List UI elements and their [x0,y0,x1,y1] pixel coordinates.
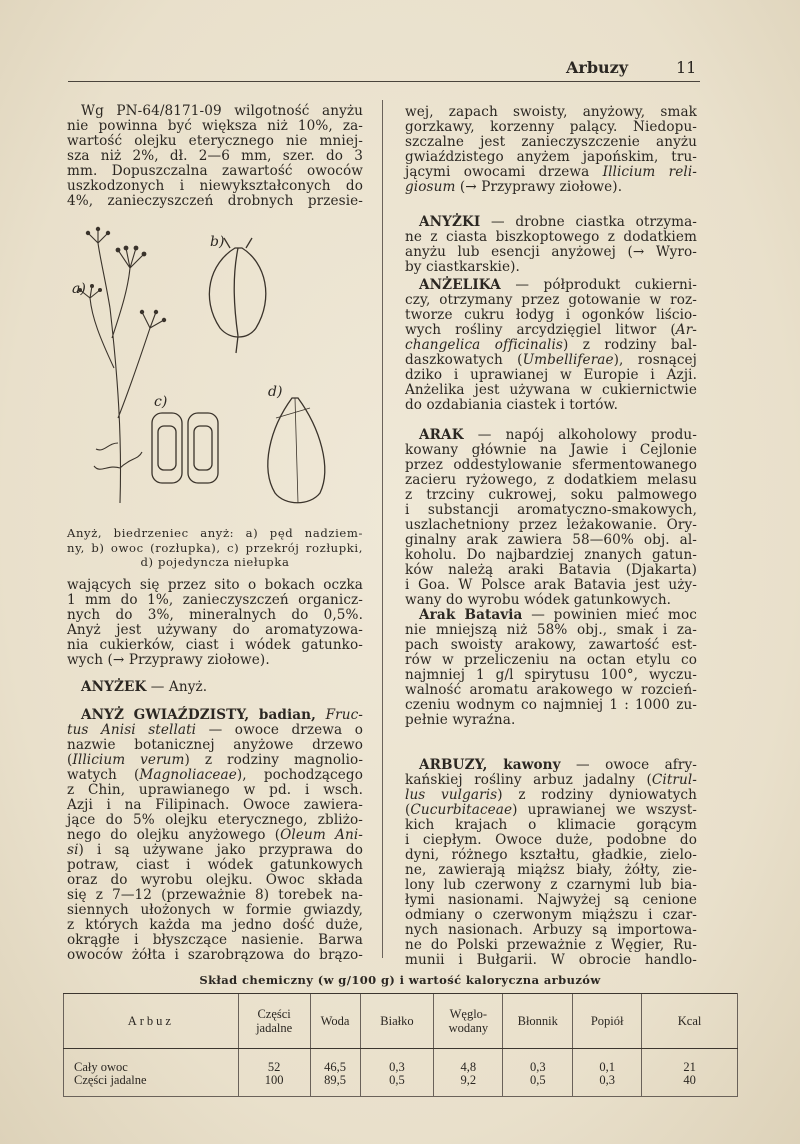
text-run: — drobne ciastka otrzyma- [480,214,697,230]
table-row [64,1049,738,1074]
page-number: 11 [676,58,697,77]
table-cell: 52 [238,1049,310,1074]
column-header: Węglo- wodany [434,994,503,1049]
table-cell: 9,2 [434,1074,503,1097]
column-header: Arbuz [64,994,239,1049]
text-line [405,788,697,803]
figure-label-d: d) [268,384,283,400]
table-body [64,1049,738,1097]
table-cell: 100 [238,1074,310,1097]
text-run: ), rosnącej [613,352,697,368]
text-line: się z 7—12 (przeważnie 8) torebek na- [67,887,363,903]
table-cell: 46,5 [310,1049,360,1074]
text-line: munii i Bułgarii. W obrocie handlo- [405,952,697,968]
text-line: wych (→ Przyprawy ziołowe). [67,652,270,668]
text-line [67,828,363,843]
latin-term: Oleum Ani- [280,827,363,843]
row-label: Części jadalne [64,1074,239,1097]
text-line: ne do Polski przeważnie z Węgier, Ru- [405,937,697,953]
text-run: ) i są używane jako przyprawa do [78,842,363,858]
text-run: ), pochodzącego [236,767,363,783]
figure-caption [67,526,363,570]
text-line: pach swoisty arakowy, zawartość est- [405,637,697,653]
latin-term: Citrul- [651,772,697,788]
composition-table [63,993,738,1097]
latin-term: Cucurbitaceae [410,802,513,818]
text-line: anyżu lub esencji anyżowej (→ Wyro- [405,244,697,260]
figure-label-b: b) [210,234,225,250]
text-run: ) uprawianej we wszyst- [512,802,697,818]
text-run: jącymi owocami drzewa [405,164,603,180]
table-cell: 21 [642,1049,738,1074]
text-line: nia cukierków, ciast i wódek gatunko- [67,637,363,653]
text-line: i Goa. W Polsce arak Batavia jest uży- [405,577,697,593]
text-line [405,353,697,368]
latin-term: Fruc- [325,707,363,723]
text-line: nych do 3%, mineralnych do 0,5%. [67,607,363,623]
text-line: dyni, różnego kształtu, gładkie, zielo- [405,847,697,863]
text-line: sza niż 2%, dł. 2—6 mm, szer. do 3 [67,148,363,164]
text-line: czeniu wodnym co najmniej 1 : 1000 zu- [405,697,697,713]
entry-anzelika [405,278,697,413]
mericarp-drawing [268,398,325,503]
text-line: tworze cukru łodyg i ogonków liścio- [405,307,697,323]
text-line: ne z ciasta biszkoptowego z dodatkiem [405,229,697,245]
text-run: ( [405,802,411,818]
text-line: czy, otrzymany przez gotowanie w roz- [405,292,697,308]
text-line [405,773,697,788]
text-line [405,215,697,230]
latin-term: lus vulgaris [405,787,498,803]
entry-headword: ANYŻKI [419,214,481,230]
table-cell: 0,3 [573,1074,642,1097]
text-line [67,753,363,768]
column-header: Białko [360,994,434,1049]
latin-term: Illicium reli- [602,164,697,180]
text-line [67,708,363,723]
paragraph-anyz-continued [67,578,363,668]
text-line: Anyż jest używany do aromatyzowa- [67,622,363,638]
text-line: potraw, ciast i wódek gatunkowych [67,857,363,873]
text-run: — napój alkoholowy produ- [463,427,697,443]
text-line: uszkodzonych i niewykształconych do [67,178,363,194]
text-run: kańskiej rośliny arbuz jadalny ( [405,772,652,788]
text-line: Azji i na Filipinach. Owoce zawiera- [67,797,363,813]
fruit-schizocarp-drawing [209,238,265,353]
text-line [405,758,697,773]
column-header: Błonnik [503,994,573,1049]
text-run: daszkowatych ( [405,352,523,368]
entry-anyz-gwiazdzisty [67,708,363,963]
latin-term: giosum [405,179,456,195]
header-rule [68,81,700,82]
entry-headword: Arak Batavia [419,607,523,623]
text-line: z trzciny cukrowej, soku palmowego [405,487,697,503]
anise-illustration [70,218,370,508]
text-line: 1 mm do 1%, zanieczyszczeń organicz- [67,592,363,608]
text-line: rów w przeliczeniu na octan etylu co [405,652,697,668]
figure-label-c: c) [154,394,168,410]
text-run: ) z rodziny bal- [562,337,697,353]
column-header: Woda [310,994,360,1049]
text-line: i substancji aromatyczno-smakowych, [405,502,697,518]
text-run: ( [67,752,73,768]
text-run: nego do olejku anyżowego ( [67,827,281,843]
latin-term: Illicium verum [72,752,185,768]
text-line [67,768,363,783]
caption-line: d) pojedyncza niełupka [140,555,290,569]
text-line [405,180,697,195]
entry-arak-batavia [405,608,697,728]
text-line: koholu. Do najbardziej znanych gatun- [405,547,697,563]
table-row [64,1074,738,1097]
text-line: ków należą araki Batavia (Djakarta) [405,562,697,578]
table-cell: 0,5 [360,1074,434,1097]
text-line: Wg PN-64/8171-09 wilgotność anyżu [81,103,363,119]
entry-headword: ARAK [419,427,464,443]
text-line: z których każda ma jedno dość duże, [67,917,363,933]
text-line: łymi nasionami. Najwyżej są cenione [405,892,697,908]
text-run: — powinien mieć moc [522,607,697,623]
text-line: wających się przez sito o bokach oczka [67,577,363,593]
entry-headword: ARBUZY, kawony [419,757,561,773]
text-line: nazwie botanicznej anyżowe drzewo [67,737,363,753]
text-line: by ciastkarskie). [405,259,520,275]
column-header: Części jadalne [238,994,310,1049]
text-line: wej, zapach swoisty, anyżowy, smak [405,104,697,120]
latin-term: Magnoliaceae [139,767,237,783]
running-header-title: Arbuzy [566,58,629,77]
latin-term: si [67,842,79,858]
text-line: najmniej 1 g/l spirytusu 100°, wyczu- [405,667,697,683]
text-line: i ciepłym. Owoce duże, podobne do [405,832,697,848]
text-run: — owoce drzewa o [196,722,363,738]
text-line: kowany głównie na Jawie i Cejlonie [405,442,697,458]
text-line [405,278,697,293]
text-line: ne, zawierają miąższ biały, żółty, zie- [405,862,697,878]
text-run: wych rośliny arcydzięgiel litwor ( [405,322,676,338]
text-line: pełnie wyraźna. [405,712,516,728]
text-line: 4%, zanieczyszczeń drobnych przesie- [67,193,363,209]
text-line: z Chin, uprawianego w pd. i wsch. [67,782,363,798]
entry-arak [405,428,697,608]
entry-anyzki [405,215,697,275]
text-line [405,323,697,338]
column-header: Kcal [642,994,738,1049]
text-line: ginalny arak zawiera 58—60% obj. al- [405,532,697,548]
text-line [405,803,697,818]
latin-term: Ar- [675,322,697,338]
text-line: do ozdabiania ciastek i tortów. [405,397,619,413]
text-run: ) z rodziny dyniowatych [497,787,697,803]
text-line: kich krajach o klimacie gorącym [405,817,697,833]
caption-line: ny, b) owoc (rozłupka), c) przekrój rozłupki, [67,540,363,555]
text-line: gwiaździstego anyżem japońskim, tru- [405,149,697,165]
text-line [405,428,697,443]
text-line: dziko i uprawianej w Europie i Azji. [405,367,697,383]
latin-term: Umbelliferae [522,352,614,368]
cross-section-drawing [152,413,218,483]
text-run: — półprodukt cukierni- [500,277,697,293]
text-line: owoców żółta i szarobrązowa do brązo- [67,947,363,963]
paragraph-anyz-gwiazdzisty-continued [405,105,697,195]
entry-headword: ANYŻEK [81,679,147,695]
text-line [67,843,363,858]
caption-line: Anyż, biedrzeniec anyż: a) pęd nadziem- [67,526,363,540]
text-run: watych ( [67,767,140,783]
text-line [405,338,697,353]
text-line: zacieru ryżowego, z dodatkiem melasu [405,472,697,488]
table-cell: 0,1 [573,1049,642,1074]
table-cell: 4,8 [434,1049,503,1074]
text-line: uszlachetniony przez leżakowanie. Ory- [405,517,697,533]
text-line: oraz do wyrobu olejku. Owoc składa [67,872,363,888]
latin-term: tus Anisi stellati [67,722,197,738]
table-cell: 0,3 [360,1049,434,1074]
text-line [67,680,363,695]
text-line: mm. Dopuszczalna zawartość owoców [67,163,363,179]
table-title: Skład chemiczny (w g/100 g) i wartość kaloryczna arbuzów [199,973,601,987]
text-line [67,723,363,738]
entry-anyzek [67,680,363,695]
table-cell: 0,3 [503,1049,573,1074]
text-run: (→ Przyprawy ziołowe). [455,179,623,195]
entry-headword: ANŻELIKA [419,277,501,293]
text-line: szczalne jest zanieczyszczenie anyżu [405,134,697,150]
text-line: Anżelika jest używana w cukiernictwie [405,382,697,398]
table-cell: 89,5 [310,1074,360,1097]
column-divider [382,100,383,958]
text-line: nie mniejszą niż 58% obj., smak i za- [405,622,697,638]
figure-label-a: a) [72,281,86,297]
text-line: nie powinna być większa niż 10%, za- [67,118,363,134]
text-line [405,165,697,180]
text-line: odmiany o czerwonym miąższu i czar- [405,907,697,923]
table-cell: 0,5 [503,1074,573,1097]
latin-term: changelica officinalis [405,337,563,353]
text-run: — owoce afry- [560,757,697,773]
paragraph-anyz-standard [67,104,363,209]
entry-arbuzy [405,758,697,968]
table-header-row [64,994,738,1049]
text-line: siennych ułożonych w formie gwiazdy, [67,902,363,918]
column-header: Popiół [573,994,642,1049]
text-line: nych nasionach. Arbuzy są importowa- [405,922,697,938]
row-label: Cały owoc [64,1049,239,1074]
text-line: jące do 5% olejku eterycznego, zbliżo- [67,812,363,828]
text-line: wany do wyrobu wódek gatunkowych. [405,592,672,608]
text-line: wartość olejku eterycznego nie mniej- [67,133,363,149]
entry-headword: ANYŻ GWIAŹDZISTY, badian, [81,707,326,723]
text-run: ) z rodziny magnolio- [184,752,364,768]
text-line: przez oddestylowanie sfermentowanego [405,457,697,473]
text-line: gorzkawy, korzenny palący. Niedopu- [405,119,697,135]
text-line: walność aromatu arakowego w rozcień- [405,682,697,698]
text-run: — Anyż. [146,679,208,695]
text-line: lony lub czerwony z czarnymi lub bia- [405,877,697,893]
text-line [405,608,697,623]
table-cell: 40 [642,1074,738,1097]
text-line: okrągłe i błyszczące nasienie. Barwa [67,932,363,948]
